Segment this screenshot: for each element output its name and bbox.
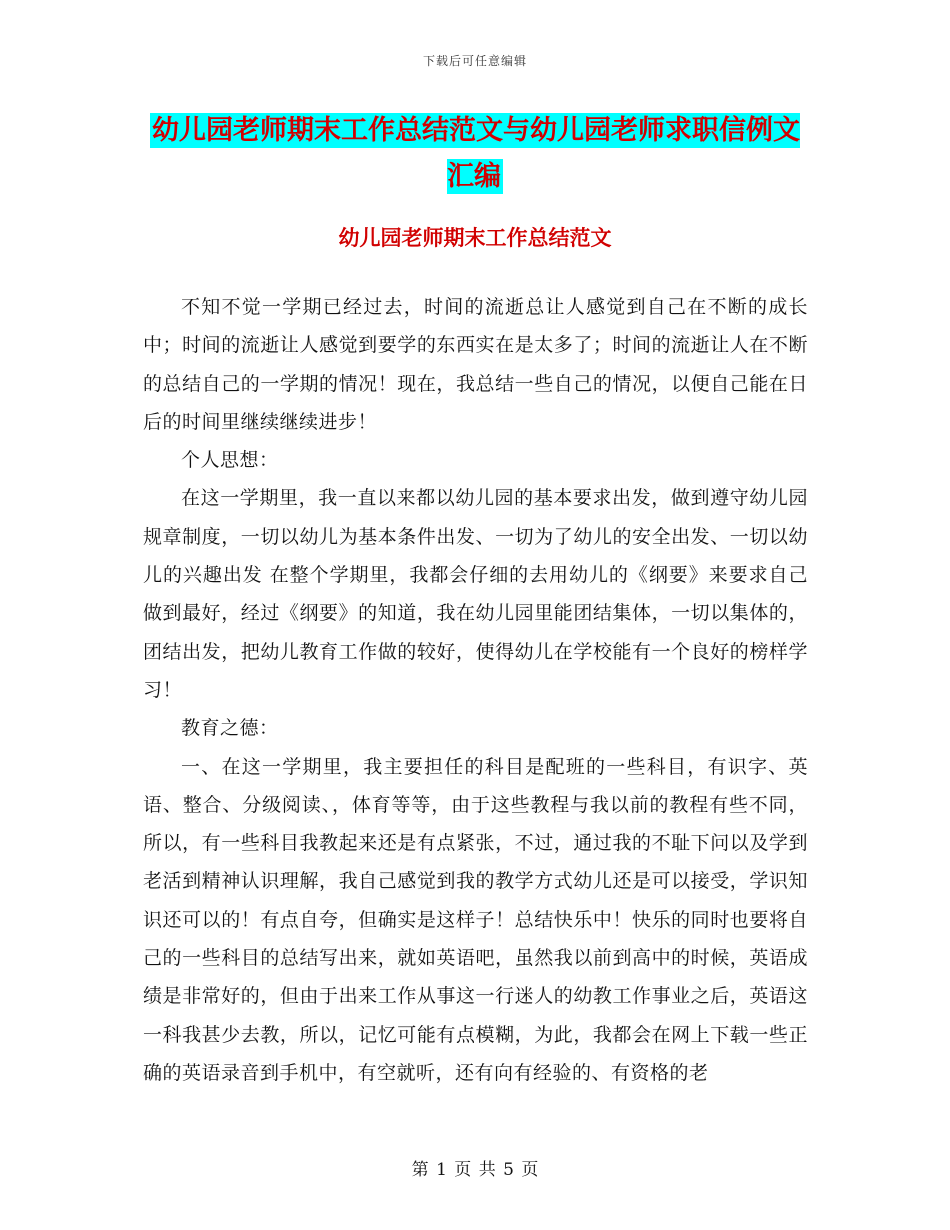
section-title: 幼儿园老师期末工作总结范文	[338, 226, 612, 250]
document-title	[140, 108, 810, 200]
paragraph: 在这一学期里，我一直以来都以幼儿园的基本要求出发，做到遵守幼儿园规章制度，一切以幼儿为基本条件出发、一切为了幼儿的安全出发、一切以幼儿的兴趣出发 在整个学期里，我都会仔细的去用幼儿的《纲要》来要求自己做到最好，经过《纲要》的知道，我在幼儿园里能团结集体，一切以集体的，团结出发，把幼儿教育工作做的较好，使得幼儿在学校能有一个良好的榜样学习！	[143, 487, 808, 701]
paragraph: 个人思想：	[181, 449, 279, 472]
document-body	[143, 288, 808, 1092]
page-header-note: 下载后可任意编辑	[422, 54, 527, 68]
page-number: 第 1 页 共 5 页	[411, 1160, 539, 1180]
paragraph: 一、在这一学期里，我主要担任的科目是配班的一些科目，有识字、英语、整合、分级阅读、，体育等等，由于这些教程与我以前的教程有些不同，所以，有一些科目我教起来还是有点紧张，不过，通过我的不耻下问以及学到老活到精神认识理解，我自己感觉到我的教学方式幼儿还是可以接受，学识知识还可以的！有点自夸，但确实是这样子！总结快乐中！快乐的同时也要将自己的一些科目的总结写出来，就如英语吧，虽然我以前到高中的时候，英语成绩是非常好的，但由于出来工作从事这一行迷人的幼教工作事业之后，英语这一科我甚少去教，所以，记忆可能有点模糊，为此，我都会在网上下载一些正确的英语录音到手机中，有空就听，还有向有经验的、有资格的老	[143, 755, 808, 1084]
paragraph: 教育之德：	[181, 717, 279, 740]
paragraph: 不知不觉一学期已经过去，时间的流逝总让人感觉到自己在不断的成长中；时间的流逝让人感觉到要学的东西实在是太多了；时间的流逝让人在不断的总结自己的一学期的情况！现在，我总结一些自己的情况，以便自己能在日后的时间里继续继续进步！	[143, 296, 808, 433]
document-title-text: 幼儿园老师期末工作总结范文与幼儿园老师求职信例文汇编	[152, 115, 800, 192]
